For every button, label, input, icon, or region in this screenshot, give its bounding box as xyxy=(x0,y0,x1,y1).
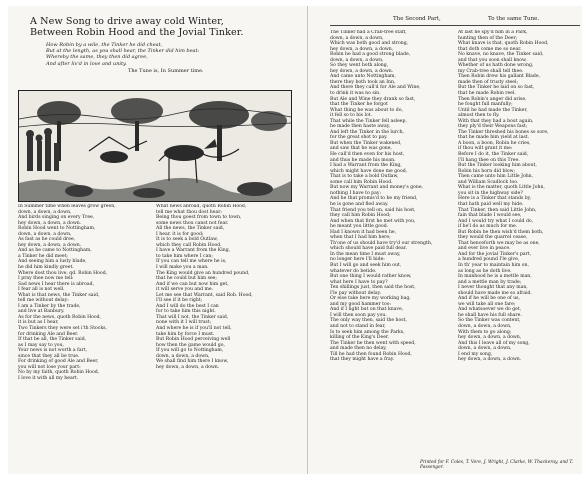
page-fold xyxy=(307,6,308,474)
verse-line: down, a down, a down, xyxy=(458,346,512,352)
verse-line: We shall find him there I know, xyxy=(156,359,229,365)
verse-line: Two Tinkers they were set i'th Stocks, xyxy=(18,326,107,332)
imprint: Printed for F. Coles, T. Vere, J. Wright, J. Clarke, W. Thackeray, and T. Passenger. xyxy=(420,460,574,470)
verse-line: that the Tinker he forgot xyxy=(330,102,388,108)
verse-line: to take him where I can; xyxy=(156,253,213,259)
verse-line: I had a Warrant from the King, xyxy=(330,163,402,169)
verse-line: down, a down, a down, xyxy=(156,353,210,359)
verse-line: whatever do betide. xyxy=(330,268,377,274)
verse-line: how then the game would go, xyxy=(156,342,225,348)
verse-line: and live at Banbury. xyxy=(18,309,65,315)
verse-line: I'll see if it be right; xyxy=(156,298,203,304)
verse-line: that he made Robin reel. xyxy=(458,91,516,97)
title-line-1: A New Song to drive away cold Winter, xyxy=(30,16,224,27)
verse-line: hey down, a down, a down. xyxy=(156,364,220,370)
verse-line: Your news is not worth a fart, xyxy=(18,348,88,354)
verse-line: Robin Hood went to Nottingham, xyxy=(18,226,96,232)
running-head-left: The Second Part, xyxy=(393,16,441,22)
verse-line: and not to stand in fear, xyxy=(330,323,386,329)
verse-line: As for the news, quoth Robin Hood, xyxy=(18,314,102,320)
verse-line: I'll hang thee on this Tree. xyxy=(458,157,520,163)
verse-line: I love it with all my heart. xyxy=(18,375,79,381)
verse-column-4 xyxy=(458,30,582,462)
verse-line: if thou wilt grant it me: xyxy=(458,146,513,152)
verse-line: But now my Warrant and money's gone, xyxy=(330,185,424,191)
woodcut-illustration xyxy=(18,90,292,202)
verse-line: For drinking of good Ale and Beer, xyxy=(18,359,99,365)
verse-column-3 xyxy=(330,30,458,462)
verse-line: Whether of us hath done wrong, xyxy=(458,63,534,69)
verse-line: if he'l do as much for me. xyxy=(458,224,518,230)
verse-line: And if I light but on that knave, xyxy=(330,307,404,313)
verse-line: it is but as I hear, xyxy=(18,320,59,326)
verse-line: That while the Tinker fell asleep, xyxy=(330,118,407,124)
verse-line: At last he spy'd him in a Park, xyxy=(458,30,528,35)
verse-line: and that you soon shall know, xyxy=(458,57,527,63)
verse-line: If you can tell me where he is, xyxy=(156,259,227,265)
verse-line: What is the matter, quoth Little John, xyxy=(458,185,545,191)
verse-line: But when the Tinker wakened, xyxy=(330,140,402,146)
verse-line: And there they call'd for Ale and Wine, xyxy=(330,85,421,91)
argument-line: But at the length, as you shall hear, the Tinker did him beat: xyxy=(46,48,200,55)
verse-line: that he could but him see; xyxy=(156,276,217,282)
verse-line: In Summer time when leaves grow green, xyxy=(18,204,116,209)
verse-line: and a mettle man by trade; xyxy=(458,279,522,285)
verse-line: and William Scadlock too. xyxy=(458,179,519,185)
verse-line: and made then no delay, xyxy=(330,346,387,352)
verse-line: As fast as he could dree, xyxy=(18,237,76,243)
verse-line: But I will go and seek him out, xyxy=(330,262,402,268)
verse-line: I will make you a man. xyxy=(156,265,209,271)
verse-line: take him by force I must. xyxy=(156,331,215,337)
verse-line: and my good hammer too: xyxy=(330,301,392,307)
verse-line: he shall have his full share. xyxy=(458,312,522,318)
verse-line: Till he had then found Robin Hood, xyxy=(330,351,412,357)
verse-line: no longer here I'll bide: xyxy=(330,257,385,263)
verse-line: Before I do it, the Tinker said, xyxy=(458,152,529,158)
verse-line: you sit in the highway side? xyxy=(458,190,523,196)
verse-line: nothing I have to pay: xyxy=(330,190,381,196)
ballad-title xyxy=(30,16,292,38)
verse-line: Robin he had a good strong blade, xyxy=(330,52,411,58)
verse-line: as I may say to you, xyxy=(18,342,64,348)
verse-column-2 xyxy=(156,204,298,466)
verse-line: A boon, a boon, Robin he cries, xyxy=(458,140,531,146)
verse-line: The King would give an hundred pound, xyxy=(156,270,250,276)
verse-line: What knave is that, quoth Robin Hood, xyxy=(458,41,549,47)
verse-line: Let me see that Warrant, said Rob. Hood, xyxy=(156,292,253,298)
verse-line: hunting then of the Deer; xyxy=(458,35,518,41)
verse-line: What news abroad, quoth Robin Hood, xyxy=(156,204,247,209)
verse-line: That henceforth we may be as one, xyxy=(458,240,540,246)
verse-line: The only way then, said the host, xyxy=(330,318,407,324)
verse-line: that hath paid well my hide. xyxy=(458,201,524,207)
verse-line: hey down, a down, a down. xyxy=(18,220,82,226)
verse-line: that they might have a fray. xyxy=(330,357,395,363)
verse-line: What thing he was about to do, xyxy=(330,107,403,113)
verse-line: almost then to fly. xyxy=(458,113,500,119)
verse-line: a hundred pound I'le give, xyxy=(458,257,520,263)
verse-line: that he made him yield at last. xyxy=(458,135,530,141)
verse-line: No knave, no knave, the Tinker said, xyxy=(458,52,544,58)
verse-line: he meant you little good. xyxy=(330,224,389,230)
verse-line: The Tinker he then went with speed, xyxy=(330,340,416,346)
verse-line: I never thought that any man, xyxy=(458,285,528,291)
verse-line: In manhood he is a mettle man, xyxy=(458,274,532,280)
verse-line: Which was both good and strong, xyxy=(330,41,409,47)
verse-line: for drinking Ale and Beer. xyxy=(18,331,79,337)
verse-line: And I will do the best I can xyxy=(156,303,219,309)
verse-line: In the mean time I must away, xyxy=(330,251,401,257)
verse-line: he is gone and fled away. xyxy=(330,201,389,207)
verse-line: down, a down, a down, xyxy=(330,35,384,41)
verse-line: for to take him this night. xyxy=(156,309,216,315)
verse-column-1 xyxy=(18,204,150,466)
ballad-argument xyxy=(46,42,286,67)
verse-line: which should have paid full dear. xyxy=(330,246,407,252)
verse-line: hey down, a down, a down. xyxy=(458,357,522,363)
argument-line: And after liv'd in love and unity. xyxy=(46,60,127,67)
verse-line: The Tinker threshed his bones so sore, xyxy=(458,129,549,135)
verse-line: But one thing I would rather know, xyxy=(330,274,412,280)
verse-line: Ten shillings just, then said the host, xyxy=(330,285,416,291)
verse-line: Where dost thou live, qd. Robin Hood, xyxy=(18,270,108,276)
verse-line: Th'one of us should have try'd our strength, xyxy=(330,240,433,246)
verse-line: I end my song, xyxy=(458,351,493,357)
running-head-right: To the same Tune. xyxy=(488,16,540,22)
verse-line: And left the Tinker in the lurch, xyxy=(330,129,404,135)
verse-line: And as he came to Nottingham, xyxy=(18,248,92,254)
verse-line: tell me without delay: xyxy=(18,298,69,304)
verse-line: that doth come me so near. xyxy=(458,46,522,52)
verse-line: some call him Robin Hood. xyxy=(330,179,393,185)
verse-line: Then Robin drew his gallant Blade, xyxy=(458,74,541,80)
verse-line: it fell so to his lot. xyxy=(330,113,373,119)
verse-line: he fought full manfully; xyxy=(458,102,513,108)
verse-line: hey down, a down, a down. xyxy=(18,242,82,248)
verse-line: when that I had him here; xyxy=(330,235,391,241)
verse-line: That Tinker, then said Little John, xyxy=(458,207,537,213)
verse-line: But Robin Hood perceiving well xyxy=(156,337,231,343)
verse-line: But the Tinker looking him about, xyxy=(458,163,537,169)
verse-line: he made then haste away, xyxy=(330,124,391,130)
verse-line: fain that blade I would see, xyxy=(458,213,522,219)
verse-line: What is that news, the Tinker said, xyxy=(18,292,100,298)
verse-line: I fear all is not well. xyxy=(18,287,65,293)
verse-line: we will take all one fare; xyxy=(458,301,516,307)
tune-line: The Tune is, In Summer time. xyxy=(128,68,204,74)
verse-line: none with it I will trust; xyxy=(156,320,212,326)
verse-line: And for the jovial Tinker's part, xyxy=(458,251,532,257)
verse-line: And where he is if you'll not tell, xyxy=(156,326,232,332)
verse-line: I will then soon pay you. xyxy=(330,312,387,318)
verse-line: hey down, a down, a down, xyxy=(458,335,522,341)
verse-line: down, a down, a down, xyxy=(18,209,72,215)
verse-line: Until he had made the Tinker, xyxy=(458,107,528,113)
verse-line: And if we can but now him get, xyxy=(156,281,229,287)
verse-line: Here is a Tinker that stands by, xyxy=(458,196,532,202)
verse-line: I have a Warrant from the King, xyxy=(156,248,231,254)
verse-line: they ply'd their Weapons fast; xyxy=(458,124,528,130)
verse-line: No by my faith, quoth Robin Hood, xyxy=(18,370,100,376)
verse-line: That will I not, the Tinker said, xyxy=(156,314,229,320)
verse-line: And he that promis'd to be my friend, xyxy=(330,196,418,202)
argument-line: Whereby the same, they then did agree, xyxy=(46,54,148,61)
verse-line: With them to go along; xyxy=(458,329,512,335)
verse-line: down, a down, a down, xyxy=(330,57,384,63)
verse-line: down, a down, a down, xyxy=(458,323,512,329)
verse-line: That is to take a bold Outlaw, xyxy=(330,174,399,180)
verse-line: Robin his horn did blow; xyxy=(458,168,516,174)
verse-line: If you will go to Nottingham, xyxy=(156,348,224,354)
verse-line: which they call Robin Hood. xyxy=(156,242,222,248)
verse-line: as long as he doth live. xyxy=(458,268,512,274)
verse-line: hey down, a down, a down. xyxy=(330,68,394,74)
verse-line: Is to seek him among the Parks, xyxy=(330,329,405,335)
verse-line: for the great shot to pay. xyxy=(330,135,388,141)
verse-line: And when that first he met with you, xyxy=(330,218,416,224)
verse-line: should have made me so afraid. xyxy=(458,290,532,296)
title-line-2: Between Robin Hood and the Jovial Tinker. xyxy=(30,27,244,38)
verse-line: down, a down, a down, xyxy=(18,231,72,237)
verse-line: And this I leave all of my song, xyxy=(458,340,530,346)
verse-line: With that they had a bout again, xyxy=(458,118,534,124)
verse-line: Then Robin's anger did arise, xyxy=(458,96,527,102)
verse-line: what here I have to pay? xyxy=(330,279,388,285)
verse-line: So the Tinker was content, xyxy=(458,318,521,324)
verse-line: it will serve you and me. xyxy=(156,287,214,293)
verse-line: since that they all be true. xyxy=(18,353,80,359)
argument-line: How Robin by a wile, the Tinker he did cheat, xyxy=(46,42,163,48)
verse-line: Being thou goest from town to town, xyxy=(156,215,242,221)
verse-line: But Ale and Wine they drank so fast, xyxy=(330,96,416,102)
verse-line: That friend you tell on, said his host, xyxy=(330,207,416,213)
verse-line: and ever live in peace. xyxy=(458,246,511,252)
verse-line: And birds singing on every Tree, xyxy=(18,215,95,221)
verse-line: there they both took an Inn, xyxy=(330,79,396,85)
verse-line: But the Tinker he laid on so fast, xyxy=(458,85,535,91)
verse-line: And whatsoever we do get, xyxy=(458,307,522,313)
verse-line: Sad news I hear there is abroad, xyxy=(18,281,95,287)
verse-line: to drink it was no sin. xyxy=(330,91,381,97)
verse-line: And came unto Nottingham, xyxy=(330,74,396,80)
woodcut-image xyxy=(19,91,291,201)
verse-line: I'le pay without delay. xyxy=(330,290,382,296)
verse-line: hey down, a down, a down, xyxy=(330,46,394,52)
verse-line: I am a Tinker by the trade, xyxy=(18,303,81,309)
verse-line: they call him Robin Hood; xyxy=(330,213,391,219)
verse-line: Or else take here my working bag, xyxy=(330,296,411,302)
verse-line: I pray thee now me tell: xyxy=(18,276,74,282)
verse-line: And seeing him a lusty blade, xyxy=(18,259,87,265)
verse-line: they would the quarrel cease, xyxy=(458,235,528,241)
verse-line: my Crab-tree shall tell thee. xyxy=(458,68,524,74)
verse-line: All the news, the Tinker said, xyxy=(156,226,225,232)
verse-line: The Tinker had a Crab-tree staff, xyxy=(330,30,407,35)
head-rule xyxy=(330,25,580,26)
verse-line: a Tinker he did meet; xyxy=(18,253,68,259)
verse-line: It is to seek a bold Outlaw, xyxy=(156,237,218,243)
verse-line: killing of the King's Deer. xyxy=(330,335,390,341)
broadside-sheet xyxy=(8,6,582,474)
verse-line: If that be all, the Tinker said, xyxy=(18,337,87,343)
verse-line: But Robin he then wish'd them both, xyxy=(458,229,544,235)
verse-line: tell me what thou dost hear: xyxy=(156,209,222,215)
verse-line: made then of trusty steel; xyxy=(458,79,518,85)
verse-line: Had I known it had been he, xyxy=(330,229,397,235)
verse-line: In th' year to maintain him on, xyxy=(458,262,529,268)
verse-line: and saw that he was gone, xyxy=(330,146,392,152)
verse-line: and thus he made his moan. xyxy=(330,157,396,163)
verse-line: And if he will be one of us, xyxy=(458,296,520,302)
verse-line: I hear, it is for good; xyxy=(156,231,204,237)
verse-line: you will not lose your part: xyxy=(18,364,81,370)
verse-line: which might have done me good, xyxy=(330,168,408,174)
verse-line: And I would try what I could do, xyxy=(458,218,534,224)
verse-line: So they went both along, xyxy=(330,63,389,69)
verse-line: Then came unto him Little John, xyxy=(458,174,534,180)
verse-line: he did him kindly greet. xyxy=(18,265,74,271)
verse-line: He call'd then even for his host, xyxy=(330,152,405,158)
verse-line: some news thou canst not fear. xyxy=(156,220,229,226)
